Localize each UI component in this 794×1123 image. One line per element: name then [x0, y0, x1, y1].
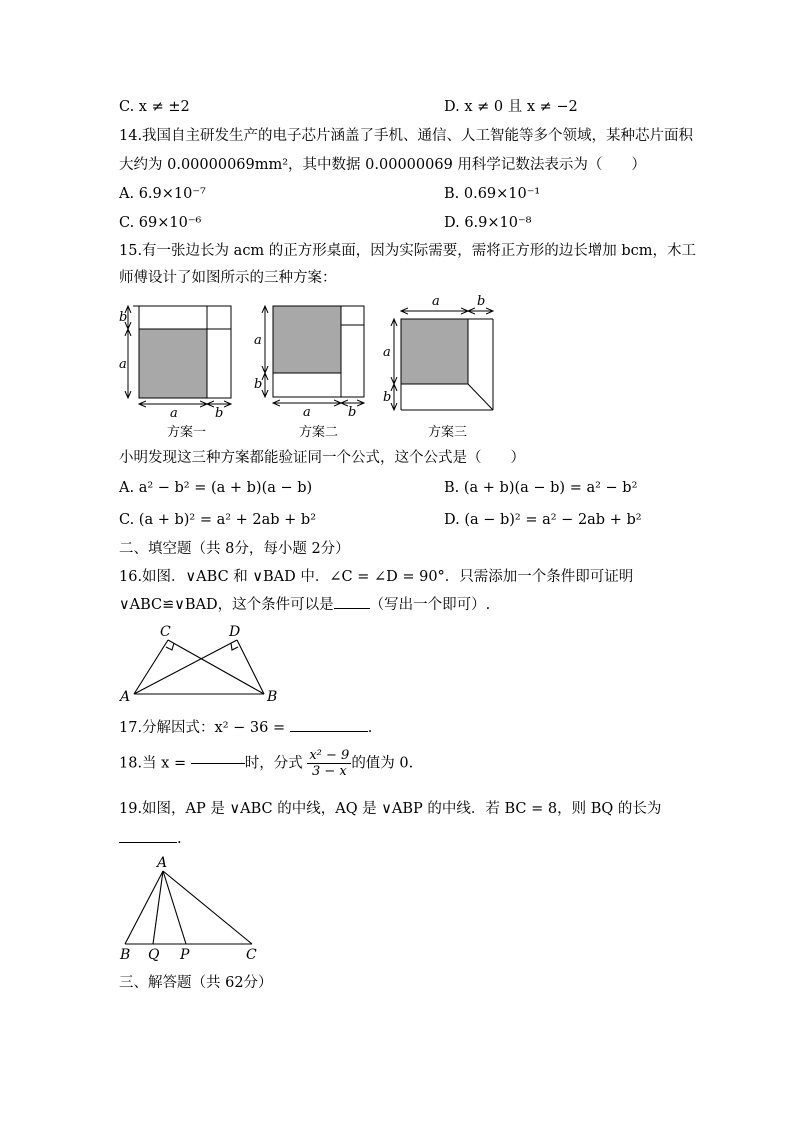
q18-fraction [307, 748, 351, 779]
q16-figure [0, 620, 794, 710]
q18-line [119, 748, 413, 790]
q17-line [119, 718, 372, 738]
q16-point-b: B [267, 689, 278, 705]
plan2-label-a-left: a [254, 333, 262, 348]
q17-period: . [367, 720, 373, 736]
q19-point-q: Q [148, 947, 160, 962]
q19-period: . [177, 831, 182, 847]
q13-option-c: C. x ≠ ±2 [119, 99, 190, 115]
q15-stem-line2: 师傅设计了如图所示的三种方案： [119, 270, 337, 286]
plan1-label-a-left: a [119, 357, 127, 372]
q16-stem-text: ∨ABC≌∨BAD，这个条件可以是 [119, 597, 334, 613]
q19-answer-line [119, 829, 182, 849]
q14-option-a: A. 6.9×10⁻⁷ [119, 186, 206, 202]
q18-mid: 时，分式 [244, 755, 303, 772]
q18-answer-blank[interactable] [191, 763, 245, 764]
q19-answer-blank[interactable] [119, 842, 177, 843]
q15-stem-line3: 小明发现这三种方案都能验证同一个公式，这个公式是（ ） [119, 450, 525, 466]
q19-stem: 19.如图，AP 是 ∨ABC 的中线，AQ 是 ∨ABP 的中线．若 BC = 8，则 BQ 的长为 [119, 801, 662, 817]
q16-point-c: C [160, 624, 171, 640]
q19-point-b: B [120, 947, 131, 962]
plan2-label-a-bottom: a [303, 405, 311, 420]
q14-option-c: C. 69×10⁻⁶ [119, 215, 202, 231]
q14-stem-line1: 14.我国自主研发生产的电子芯片涵盖了手机、通信、人工智能等多个领域，某种芯片面积 [119, 128, 694, 144]
plan1-diagram [128, 306, 231, 404]
q16-stem-line2 [119, 595, 490, 615]
q19-point-p: P [180, 947, 190, 962]
q18-post: 的值为 0. [351, 755, 414, 772]
q16-point-a: A [120, 689, 131, 705]
q18-pre: 18.当 x = [119, 755, 187, 772]
q14-option-d: D. 6.9×10⁻⁸ [444, 215, 532, 231]
plan2-diagram [265, 306, 364, 403]
q16-answer-blank[interactable] [334, 608, 370, 609]
q16-stem-line1: 16.如图．∨ABC 和 ∨BAD 中．∠C = ∠D = 90°．只需添加一个条件即可证明 [119, 569, 634, 585]
q15-option-b: B. (a + b)(a − b) = a² − b² [444, 480, 638, 496]
plan1-caption: 方案一 [167, 425, 207, 440]
plan2-label-b-bottom: b [348, 405, 357, 420]
plan3-diagram [394, 311, 493, 410]
q16-stem-tail: （写出一个即可）. [369, 597, 491, 613]
q19-figure [0, 852, 794, 962]
plan1-label-b-left: b [119, 310, 128, 325]
q17-answer-blank[interactable] [290, 731, 368, 732]
plan3-label-a-top: a [432, 294, 440, 309]
section-3-heading: 三、解答题（共 62分） [119, 975, 273, 991]
plan3-caption: 方案三 [428, 425, 468, 440]
q14-stem-line2: 大约为 0.00000069mm²，其中数据 0.00000069 用科学记数法表示为（ ） [119, 157, 646, 173]
q15-option-a: A. a² − b² = (a + b)(a − b) [119, 480, 313, 496]
q18-numerator: x² − 9 [309, 748, 350, 763]
q15-option-d: D. (a − b)² = a² − 2ab + b² [444, 512, 642, 528]
section-2-heading: 二、填空题（共 8分，每小题 2分） [119, 541, 350, 557]
plan2-caption: 方案二 [299, 425, 339, 440]
plan2-label-b-left: b [254, 377, 263, 392]
q19-point-c: C [246, 947, 257, 962]
plan1-label-a-bottom: a [170, 406, 178, 421]
q16-point-d: D [229, 624, 241, 640]
plan1-label-b-bottom: b [215, 406, 224, 421]
plan3-label-a-left: a [383, 345, 391, 360]
q15-stem-line1: 15.有一张边长为 acm 的正方形桌面，因为实际需要，需将正方形的边长增加 bcm，木工 [119, 243, 697, 259]
q17-stem: 17.分解因式：x² − 36 = [119, 720, 286, 736]
q18-denominator: 3 − x [311, 764, 347, 779]
plan3-label-b-left: b [383, 390, 392, 405]
q19-point-a: A [157, 855, 168, 871]
q14-option-b: B. 0.69×10⁻¹ [444, 186, 541, 202]
plan3-label-b-top: b [477, 294, 486, 309]
q15-option-c: C. (a + b)² = a² + 2ab + b² [119, 512, 317, 528]
q15-figure [0, 292, 794, 442]
q13-option-d: D. x ≠ 0 且 x ≠ −2 [444, 99, 578, 115]
